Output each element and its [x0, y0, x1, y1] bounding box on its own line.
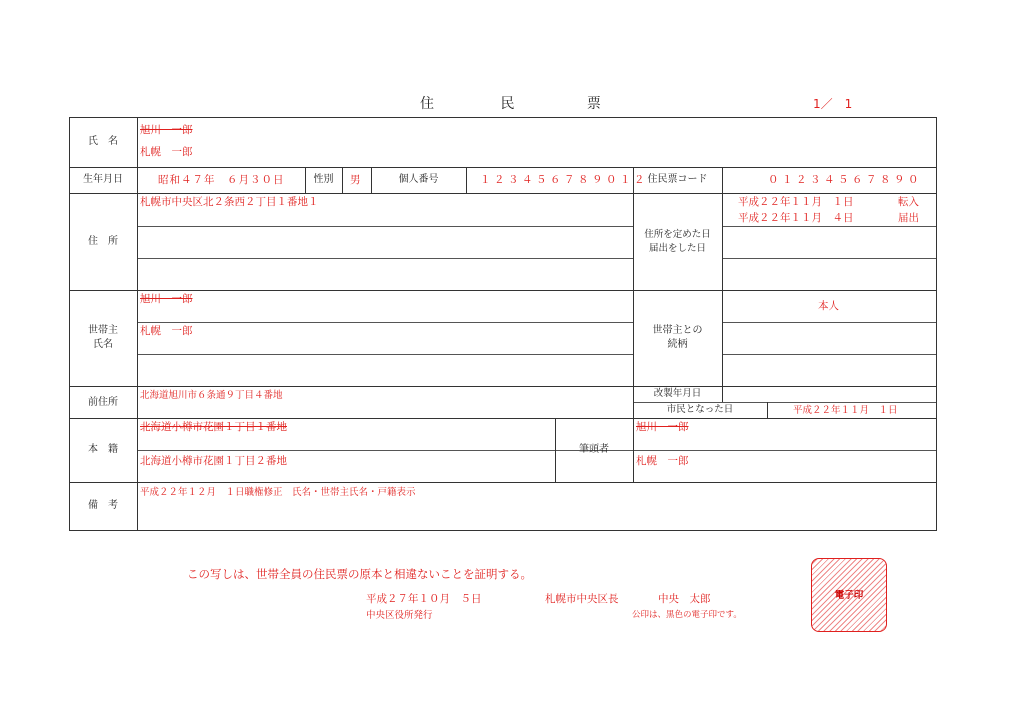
name-current: 札幌 一郎	[140, 146, 193, 158]
honseki-current: 北海道小樽市花園１丁目２番地	[140, 455, 287, 467]
hittousha-old: 旭川 一郎	[636, 421, 689, 433]
certification-text: この写しは、世帯全員の住民票の原本と相違ないことを証明する。	[187, 567, 532, 581]
address-event-1: 転入	[898, 196, 919, 208]
page-number: 1／ 1	[813, 97, 853, 111]
household-head-old: 旭川 一郎	[140, 293, 193, 305]
name-label: 氏 名	[88, 136, 118, 147]
household-head-label	[69, 324, 137, 352]
issue-date: 平成２７年１０月 ５日	[366, 593, 482, 605]
relation-label	[633, 324, 722, 352]
resident-code: ０１２３４５６７８９０	[768, 174, 922, 186]
hittousha-label: 筆頭者	[579, 444, 609, 455]
household-head-label-line2: 氏名	[93, 339, 113, 350]
sex-label: 性別	[313, 174, 334, 185]
mayor-title: 札幌市中央区長	[545, 593, 619, 605]
mayor-name: 中央 太郎	[658, 593, 711, 605]
title-char-2: 民	[500, 96, 515, 112]
revision-date-label: 改製年月日	[653, 388, 702, 399]
issuing-office: 中央区役所発行	[366, 610, 433, 621]
address-date-label-line1: 住所を定めた日	[644, 229, 711, 240]
resident-code-label: 住民票コード	[647, 174, 708, 185]
address-date-2: 平成２２年１１月 ４日	[738, 212, 854, 224]
seal-note: 公印は、黒色の電子印です。	[632, 610, 742, 620]
honseki-label: 本 籍	[88, 444, 118, 455]
title-char-3: 票	[586, 96, 601, 112]
address-date-label-line2: 届出をした日	[648, 243, 706, 254]
address-event-2: 届出	[898, 212, 919, 224]
household-head-label-line1: 世帯主	[88, 325, 118, 336]
address-date-label	[633, 228, 722, 256]
relation-label-line2: 続柄	[667, 339, 688, 350]
relation-label-line1: 世帯主との	[652, 325, 703, 336]
document-title	[420, 93, 601, 113]
personal-number: １２３４５６７８９０１２	[480, 174, 648, 186]
hittousha-current: 札幌 一郎	[636, 455, 689, 467]
birth-date: 昭和４７年 ６月３０日	[158, 174, 285, 186]
sex-value: 男	[350, 174, 361, 186]
household-head-current: 札幌 一郎	[140, 325, 193, 337]
stamp-label: 電子印	[834, 590, 864, 601]
address-label: 住 所	[88, 236, 118, 247]
address-date-1: 平成２２年１１月 １日	[738, 196, 854, 208]
remarks-value: 平成２２年１２月 １日職権修正 氏名・世帯主氏名・戸籍表示	[140, 487, 416, 498]
address-value: 札幌市中央区北２条西２丁目１番地１	[140, 196, 319, 208]
remarks-label: 備 考	[88, 500, 118, 511]
personal-number-label: 個人番号	[398, 174, 439, 185]
prev-address-label: 前住所	[88, 397, 118, 408]
name-old: 旭川 一郎	[140, 124, 193, 136]
honseki-old: 北海道小樽市花園１丁目１番地	[140, 421, 287, 433]
relation-value: 本人	[818, 300, 839, 312]
became-citizen-date: 平成２２年１１月 １日	[793, 405, 898, 416]
became-citizen-label: 市民となった日	[666, 404, 734, 415]
prev-address-value: 北海道旭川市６条通９丁目４番地	[140, 390, 283, 401]
electronic-seal-stamp	[811, 558, 887, 632]
title-char-1: 住	[420, 96, 434, 112]
birth-label: 生年月日	[83, 174, 123, 185]
